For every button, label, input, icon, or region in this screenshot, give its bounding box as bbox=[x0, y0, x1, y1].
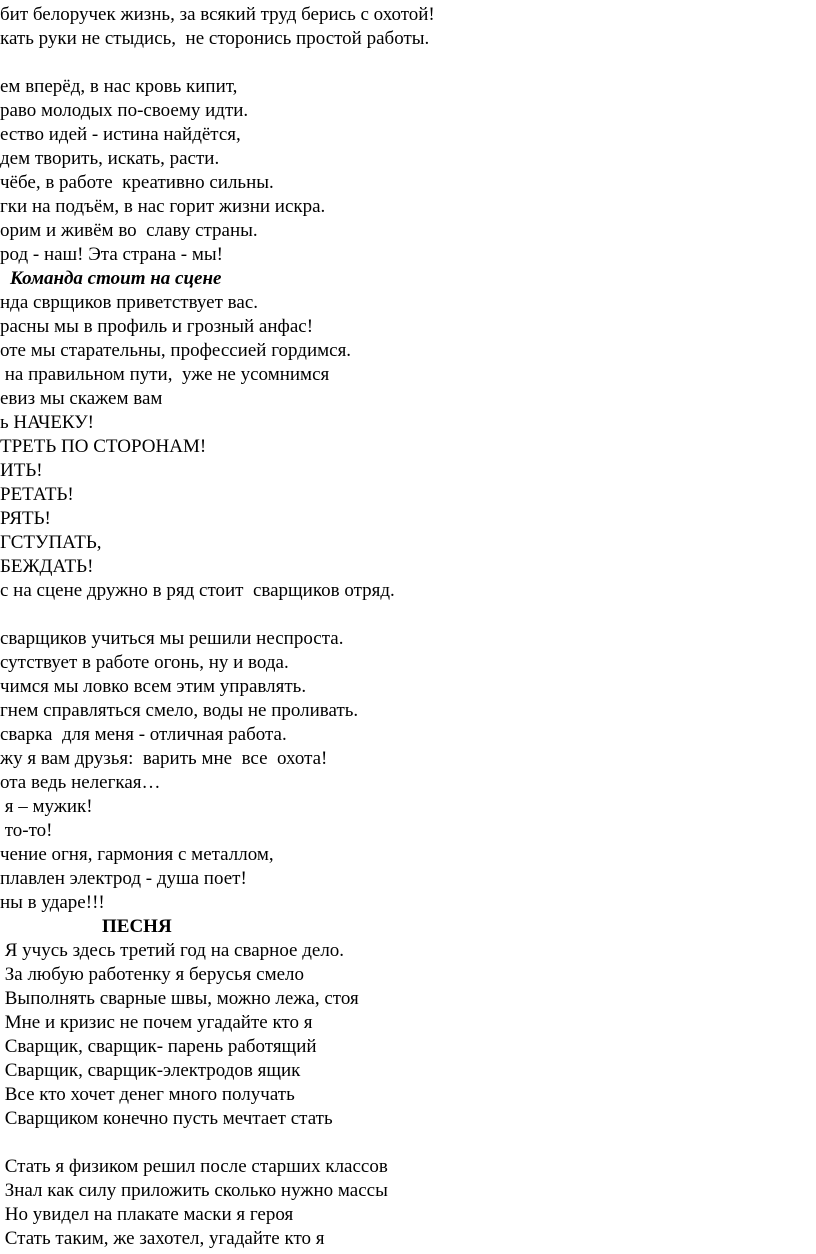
text-line: ота ведь нелегкая… bbox=[0, 772, 161, 793]
text-line: сутствует в работе огонь, ну и вода. bbox=[0, 652, 289, 673]
text-line: гнем справляться смело, воды не проливать. bbox=[0, 700, 359, 721]
text-line: орим и живём во славу страны. bbox=[0, 220, 258, 241]
text-line: то-то! bbox=[0, 820, 53, 841]
text-line: ГСТУПАТЬ, bbox=[0, 532, 102, 553]
lyric-line: Знал как силу приложить сколько нужно массы bbox=[0, 1180, 388, 1201]
text-line: РЕТАТЬ! bbox=[0, 484, 74, 505]
text-line: ны в ударе!!! bbox=[0, 892, 105, 913]
text-line: ество идей - истина найдётся, bbox=[0, 124, 241, 145]
text-line: оте мы старательны, профессией гордимся. bbox=[0, 340, 352, 361]
text-line: сварщиков учиться мы решили неспроста. bbox=[0, 628, 344, 649]
lyric-line: Сварщик, сварщик-электродов ящик bbox=[0, 1060, 301, 1081]
lyric-line: Сварщик, сварщик- парень работящий bbox=[0, 1036, 317, 1057]
text-line: расны мы в профиль и грозный анфас! bbox=[0, 316, 314, 337]
text-line: раво молодых по-своему идти. bbox=[0, 100, 249, 121]
text-line: чимся мы ловко всем этим управлять. bbox=[0, 676, 307, 697]
stage-direction: Команда стоит на сцене bbox=[10, 268, 222, 289]
lyric-line: Я учусь здесь третий год на сварное дело. bbox=[0, 940, 345, 961]
text-line: ИТЬ! bbox=[0, 460, 43, 481]
text-line: дем творить, искать, расти. bbox=[0, 148, 220, 169]
text-line: кать руки не стыдись, не сторонись простой работы. bbox=[0, 28, 430, 49]
text-line: чение огня, гармония с металлом, bbox=[0, 844, 274, 865]
lyric-line: Выполнять сварные швы, можно лежа, стоя bbox=[0, 988, 359, 1009]
text-line: жу я вам друзья: варить мне все охота! bbox=[0, 748, 328, 769]
text-line: ь НАЧЕКУ! bbox=[0, 412, 94, 433]
text-line: я – мужик! bbox=[0, 796, 93, 817]
text-line: бит белоручек жизнь, за всякий труд берись с охотой! bbox=[0, 4, 435, 25]
song-heading: ПЕСНЯ bbox=[102, 916, 172, 937]
text-line: чёбе, в работе креативно сильны. bbox=[0, 172, 274, 193]
lyric-line: Стать я физиком решил после старших классов bbox=[0, 1156, 388, 1177]
lyric-line: Сварщиком конечно пусть мечтает стать bbox=[0, 1108, 333, 1129]
lyric-line: Все кто хочет денег много получать bbox=[0, 1084, 295, 1105]
text-line: ем вперёд, в нас кровь кипит, bbox=[0, 76, 238, 97]
text-line: сварка для меня - отличная работа. bbox=[0, 724, 287, 745]
text-line: плавлен электрод - душа поет! bbox=[0, 868, 247, 889]
text-line: нда сврщиков приветствует вас. bbox=[0, 292, 259, 313]
lyric-line: Стать таким, же захотел, угадайте кто я bbox=[0, 1228, 325, 1249]
text-line: с на сцене дружно в ряд стоит сварщиков отряд. bbox=[0, 580, 395, 601]
text-line: род - наш! Эта страна - мы! bbox=[0, 244, 223, 265]
text-line: евиз мы скажем вам bbox=[0, 388, 163, 409]
text-line: ТРЕТЬ ПО СТОРОНАМ! bbox=[0, 436, 207, 457]
lyric-line: Мне и кризис не почем угадайте кто я bbox=[0, 1012, 313, 1033]
lyric-line: За любую работенку я берусья смело bbox=[0, 964, 305, 985]
text-line: на правильном пути, уже не усомнимся bbox=[0, 364, 330, 385]
text-line: гки на подъём, в нас горит жизни искра. bbox=[0, 196, 326, 217]
text-line: БЕЖДАТЬ! bbox=[0, 556, 94, 577]
text-line: РЯТЬ! bbox=[0, 508, 51, 529]
lyric-line: Но увидел на плакате маски я героя bbox=[0, 1204, 294, 1225]
